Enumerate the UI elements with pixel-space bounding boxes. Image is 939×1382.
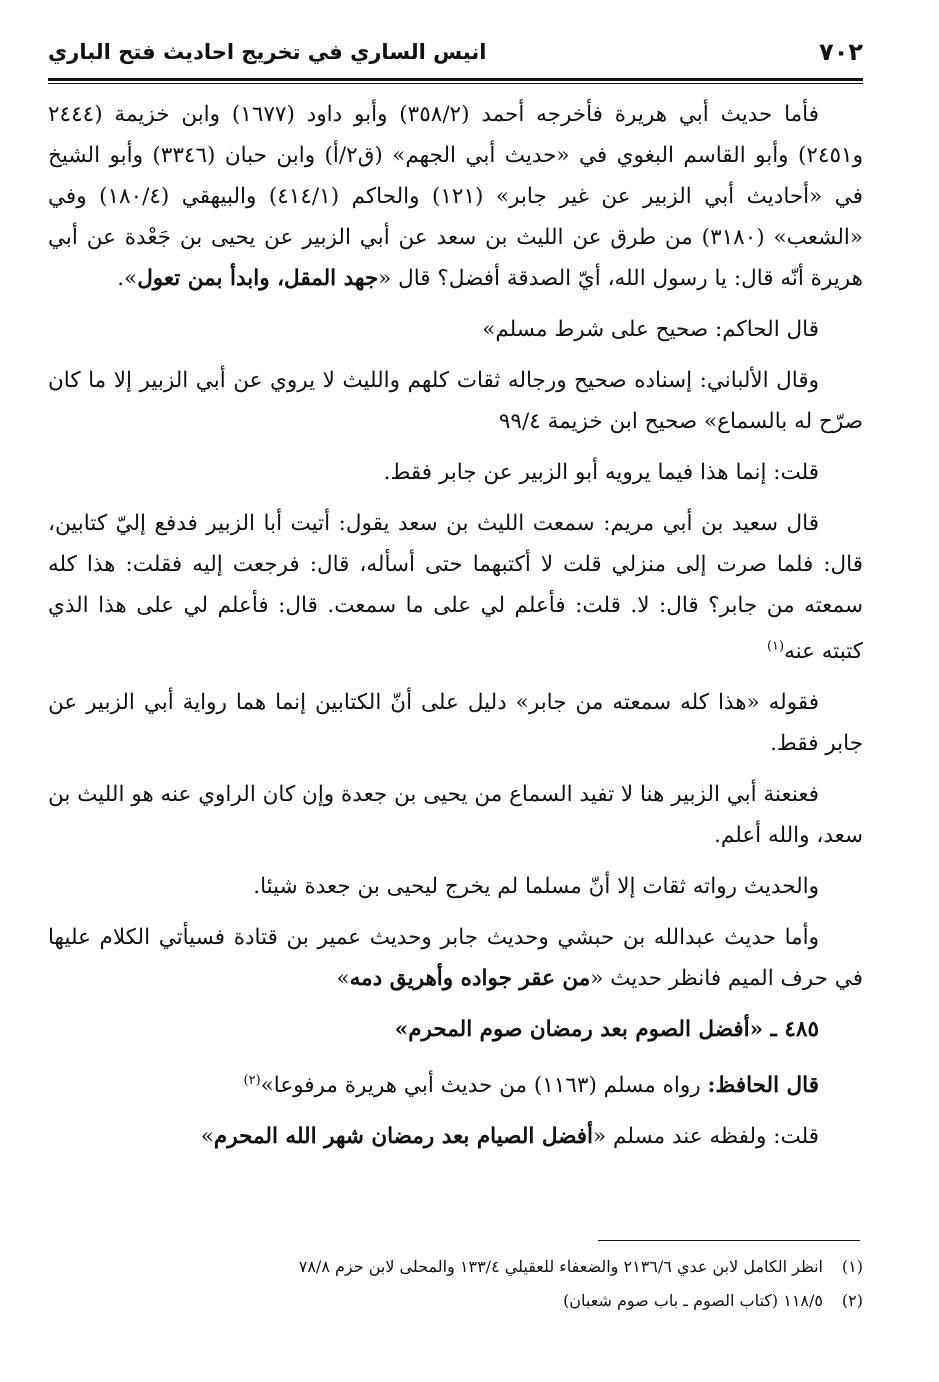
entry-number: ٤٨٥ [784,1017,819,1043]
paragraph-anana: فعنعنة أبي الزبير هنا لا تفيد السماع من يحيى بن جعدة وإن كان الراوي عنه هو الليث بن سعد، والله أعلم. [48,782,863,849]
footnote-number: (١) [841,1257,863,1276]
entry-title: «أفضل الصوم بعد رمضان صوم المحرم» [394,1017,764,1043]
running-header [48,30,863,74]
paragraph-abdullah-ibn-hubshi: وأما حديث عبدالله بن حبشي وحديث جابر وحديث عمير بن قتادة فسيأتي الكلام عليها في حرف الميم فانظر حديث «من عقر جواده وأهريق دمه» [48,925,863,992]
footnote-ref-1[interactable]: (١) [766,639,785,654]
header-rule [48,78,863,81]
book-title: انيس الساري في تخريج احاديث فتح الباري [48,40,487,64]
footnote-text: انظر الكامل لابن عدي ٢١٣٦/٦ والضعفاء للعقيلي ١٣٣/٤ والمحلى لابن حزم ٧٨/٨ [298,1257,823,1276]
paragraph-qultu-2: قلت: ولفظه عند مسلم «أفضل الصيام بعد رمضان شهر الله المحرم» [200,1124,819,1150]
paragraph-ruwatuhu: والحديث رواته ثقات إلا أنّ مسلما لم يخرج ليحيى بن جعدة شيئا. [253,874,819,900]
bold-quote: أفضل الصيام بعد رمضان شهر الله المحرم [213,1124,594,1150]
footnote-1 [48,1250,863,1284]
page-number: ٧٠٢ [819,38,863,66]
footnote-2 [48,1284,863,1318]
bold-quote: جهد المقل، وابدأ بمن تعول [137,266,379,291]
body-text [48,94,863,1157]
hafiz-label: قال الحافظ: [707,1073,819,1099]
footnote-number: (٢) [841,1291,863,1310]
entry-heading: ٤٨٥ ـ «أفضل الصوم بعد رمضان صوم المحرم» [394,1017,819,1043]
paragraph-said-ibn-abi-maryam: قال سعيد بن أبي مريم: سمعت الليث بن سعد يقول: أتيت أبا الزبير فدفع إليّ كتابين، قال: فلما صرت إلى منزلي قلت لا أكتبهما حتى أسأله، قال: فرجعت إليه فقلت: هذا كله سمعته من جابر؟ قال: لا. قلت: فأعلم لي على ما سمعت. قال: فأعلم لي على هذا الذي كتبته عنه$^{(١)}$ [48,511,863,665]
paragraph-hakim: قال الحاكم: صحيح على شرط مسلم» [482,317,819,342]
footnote-separator [598,1240,860,1241]
paragraph-hadith-sources: فأما حديث أبي هريرة فأخرجه أحمد (٣٥٨/٢) وأبو داود (١٦٧٧) وابن خزيمة (٢٤٤٤ و٢٤٥١) وأبو القاسم البغوي في «حديث أبي الجهم» (ق٢/أ) وابن حبان (٣٣٤٦) وأبو الشيخ في «أحاديث أبي الزبير عن غير جابر» (١٢١) والحاكم (٤١٤/١) والبيهقي (١٨٠/٤) وفي «الشعب» (٣١٨٠) من طرق عن الليث بن سعد عن أبي الزبير عن يحيى بن جَعْدة عن أبي هريرة أنّه قال: يا رسول الله، أيّ الصدقة أفضل؟ قال «جهد المقل، وابدأ بمن تعول». [48,102,864,291]
paragraph-faqawluhu: فقوله «هذا كله سمعته من جابر» دليل على أنّ الكتابين إنما هما رواية أبي الزبير عن جابر فقط. [48,690,863,757]
paragraph-hafiz: قال الحافظ: رواه مسلم (١١٦٣) من حديث أبي هريرة مرفوعا»$^{(٢)}$ [243,1073,819,1099]
qultu-label: قلت: [773,1124,819,1150]
header-rule-thin [48,83,863,84]
page [48,30,863,1167]
footnote-text: ١١٨/٥ (كتاب الصوم ـ باب صوم شعبان) [563,1291,823,1310]
paragraph-albani: وقال الألباني: إسناده صحيح ورجاله ثقات كلهم والليث لا يروي عن أبي الزبير إلا ما كان صرّح له بالسماع» صحيح ابن خزيمة ٩٩/٤ [48,368,863,434]
paragraph-qultu-1: قلت: إنما هذا فيما يرويه أبو الزبير عن جابر فقط. [383,460,819,485]
footnotes [48,1250,863,1318]
footnote-ref-2[interactable]: (٢) [243,1073,261,1089]
bold-quote: من عقر جواده وأهريق دمه [349,966,591,992]
